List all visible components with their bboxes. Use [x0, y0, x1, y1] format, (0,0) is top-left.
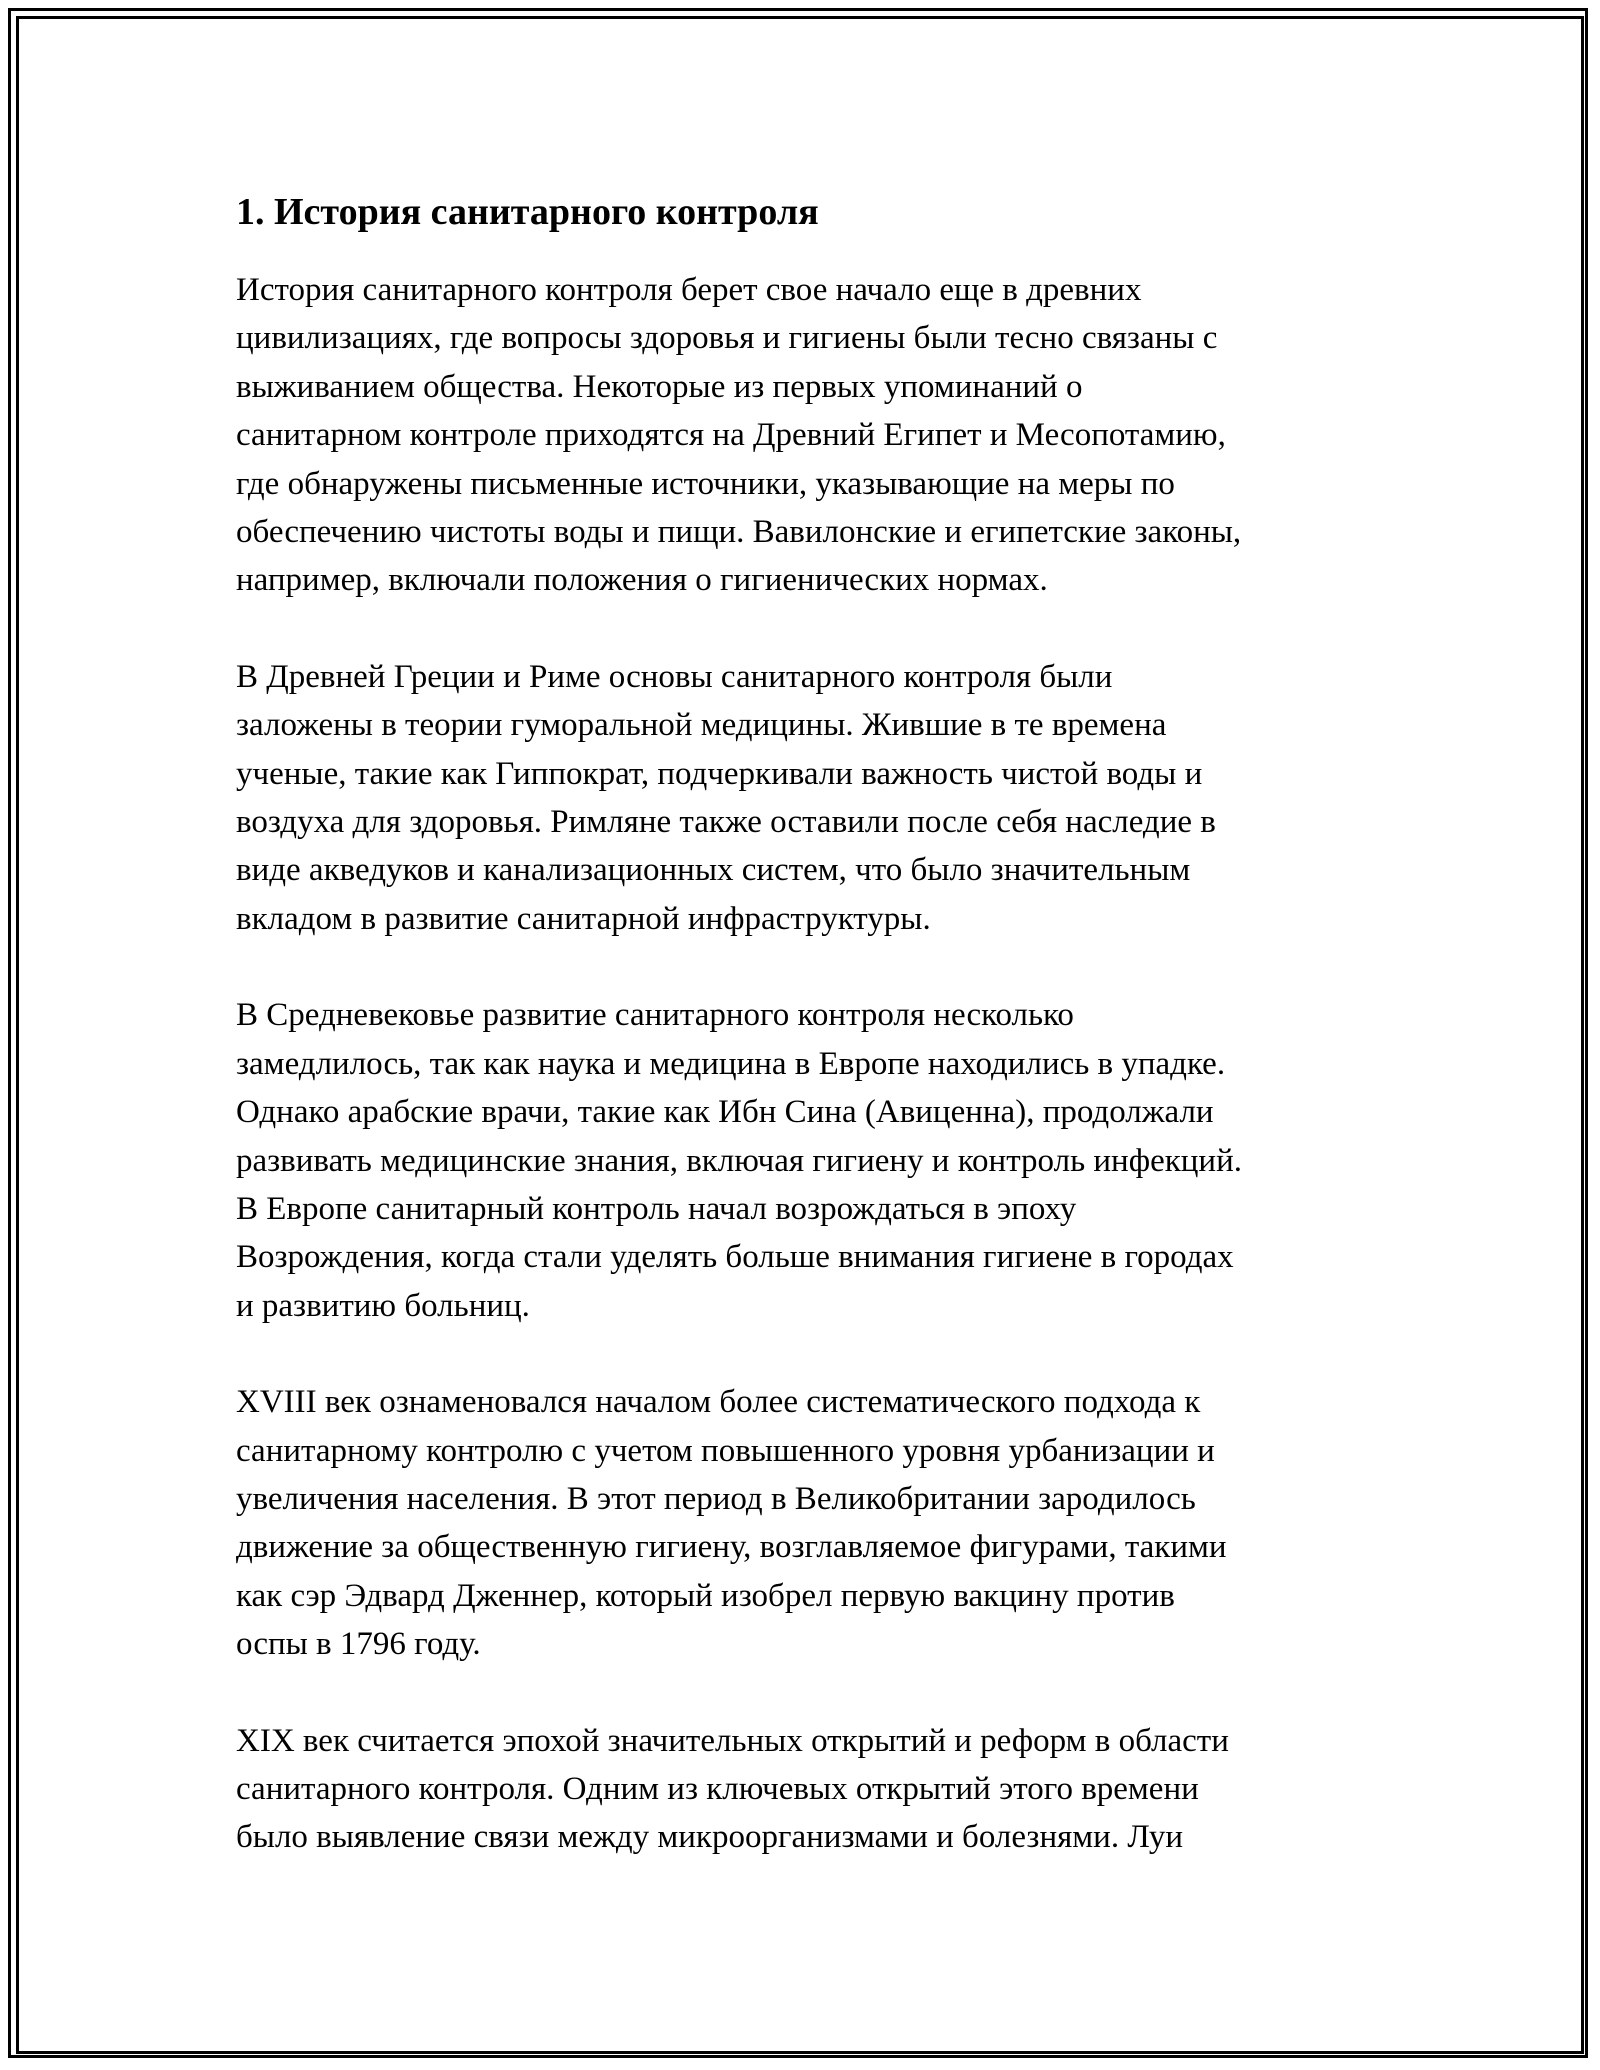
text-line: развивать медицинские знания, включая гигиену и контроль инфекций.: [236, 1142, 1242, 1179]
paragraph-middle-ages: [236, 991, 1396, 1330]
text-line: Возрождения, когда стали уделять больше внимания гигиене в городах: [236, 1239, 1234, 1276]
text-line: воздуха для здоровья. Римляне также оставили после себя наследие в: [236, 804, 1216, 841]
text-line: История санитарного контроля берет свое начало еще в древних: [236, 272, 1142, 308]
text-line: и развитию больниц.: [236, 1287, 530, 1324]
text-line: вкладом в развитие санитарной инфраструктуры.: [236, 900, 931, 937]
text-line: движение за общественную гигиену, возглавляемое фигурами, такими: [236, 1529, 1227, 1566]
text-line: XIX век считается эпохой значительных открытий и реформ в области: [236, 1722, 1229, 1759]
paragraph-19th-century: [236, 1717, 1396, 1862]
text-line: В Средневековье развитие санитарного контроля несколько: [236, 997, 1074, 1034]
text-line: санитарному контролю с учетом повышенного уровня урбанизации и: [236, 1432, 1215, 1469]
document-body: [236, 188, 1396, 1910]
text-line: виде акведуков и канализационных систем, что было значительным: [236, 852, 1191, 889]
text-line: замедлилось, так как наука и медицина в Европе находились в упадке.: [236, 1045, 1226, 1082]
text-line: например, включали положения о гигиенических нормах.: [236, 562, 1048, 599]
text-line: было выявление связи между микроорганизмами и болезнями. Луи: [236, 1819, 1184, 1856]
section-heading: 1. История санитарного контроля: [236, 191, 819, 233]
text-line: санитарном контроле приходятся на Древний Египет и Месопотамию,: [236, 417, 1226, 454]
text-line: санитарного контроля. Одним из ключевых открытий этого времени: [236, 1770, 1199, 1807]
text-line: заложены в теории гуморальной медицины. Жившие в те времена: [236, 707, 1167, 744]
text-line: увеличения населения. В этот период в Великобритании зародилось: [236, 1480, 1196, 1517]
text-line: обеспечению чистоты воды и пищи. Вавилонские и египетские законы,: [236, 514, 1242, 551]
text-line: ученые, такие как Гиппократ, подчеркивали важность чистой воды и: [236, 755, 1203, 792]
text-line: В Древней Греции и Риме основы санитарного контроля были: [236, 658, 1113, 695]
text-line: где обнаружены письменные источники, указывающие на меры по: [236, 465, 1175, 502]
text-line: оспы в 1796 году.: [236, 1626, 481, 1663]
paragraph-greece-rome: [236, 653, 1396, 943]
text-line: В Европе санитарный контроль начал возрождаться в эпоху: [236, 1190, 1077, 1227]
text-line: выживанием общества. Некоторые из первых упоминаний о: [236, 368, 1083, 405]
text-line: цивилизациях, где вопросы здоровья и гигиены были тесно связаны с: [236, 320, 1218, 357]
text-line: XVIII век ознаменовался началом более систематического подхода к: [236, 1384, 1201, 1421]
paragraph-ancient-civilizations: [236, 266, 1396, 605]
paragraph-18th-century: [236, 1378, 1396, 1668]
text-line: как сэр Эдвард Дженнер, который изобрел первую вакцину против: [236, 1577, 1175, 1614]
text-line: Однако арабские врачи, такие как Ибн Сина (Авиценна), продолжали: [236, 1094, 1214, 1131]
